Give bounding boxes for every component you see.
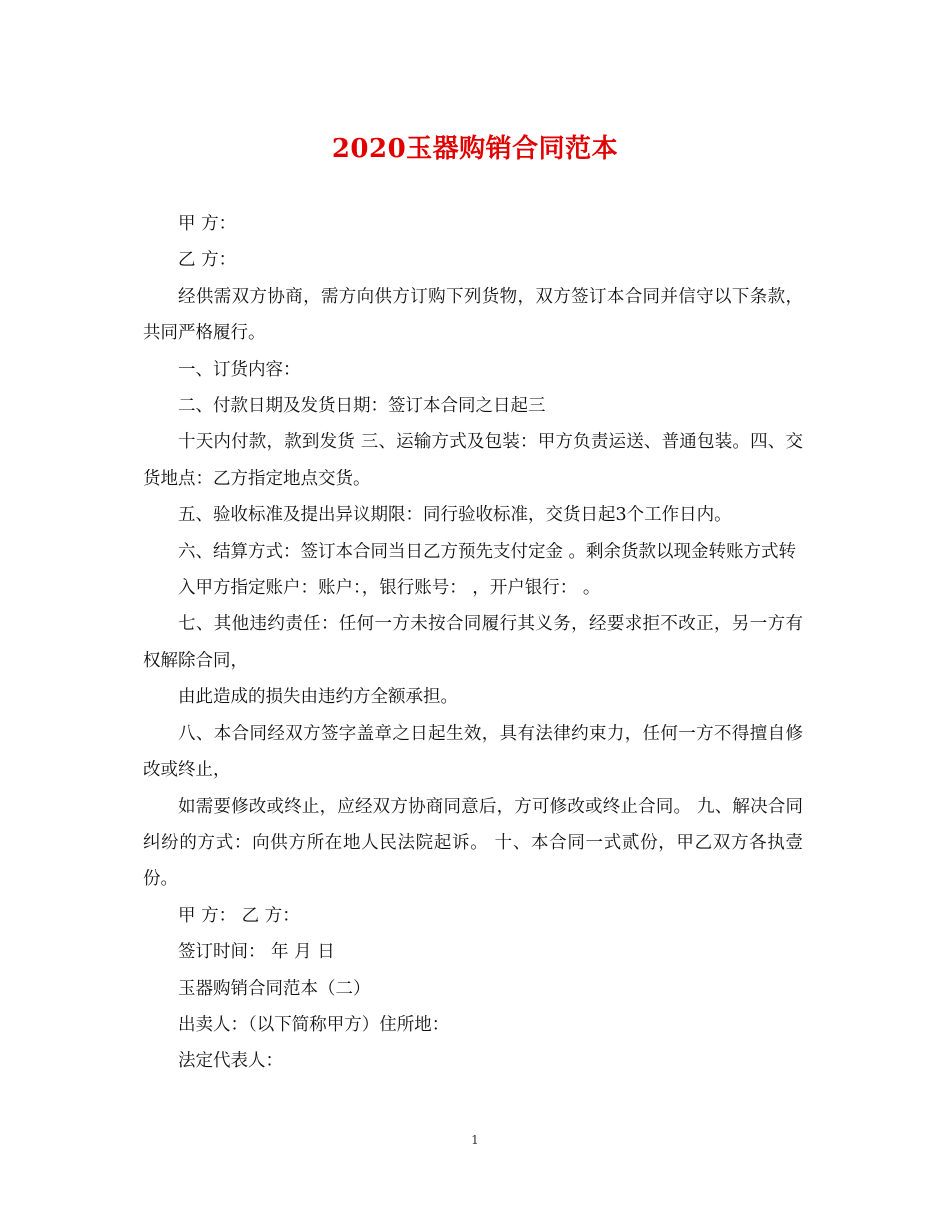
document-title: 2020玉器购销合同范本 bbox=[331, 134, 619, 164]
paragraph-clause-7: 七、其他违约责任：任何一方未按合同履行其义务，经要求拒不改正，另一方有权解除合同， bbox=[143, 614, 803, 671]
paragraph-clause-6-cont: 入甲方指定账户：账户：，银行账号： ，开户银行： 。 bbox=[178, 578, 601, 599]
paragraph-clause-1: 一、订货内容： bbox=[178, 359, 301, 380]
paragraph-seller: 出卖人：（以下简称甲方）住所地： bbox=[178, 1014, 450, 1035]
paragraph-clause-6: 六、结算方式：签订本合同当日乙方预先支付定金 。剩余货款以现金转账方式转 bbox=[178, 541, 797, 562]
paragraph-preamble: 经供需双方协商，需方向供方订购下列货物，双方签订本合同并信守以下条款，共同严格履行。 bbox=[143, 286, 803, 344]
paragraph-second-title: 玉器购销合同范本（二） bbox=[178, 978, 371, 999]
paragraph-clause-2-cont: 十天内付款，款到发货 三、运输方式及包装：甲方负责运送、普通包装。四、交货地点：乙方指定地点交货。 bbox=[143, 432, 803, 489]
page-number: 1 bbox=[471, 1133, 479, 1147]
paragraph-clause-2: 二、付款日期及发货日期：签订本合同之日起三 bbox=[178, 396, 546, 417]
paragraph-signature-parties: 甲 方： 乙 方： bbox=[178, 905, 300, 926]
paragraph-legal-rep: 法定代表人： bbox=[178, 1051, 283, 1072]
paragraph-clause-8-cont: 如需要修改或终止，应经双方协商同意后，方可修改或终止合同。 九、解决合同纠纷的方式：向供方所在地人民法院起诉。 十、本合同一式贰份，甲乙双方各执壹份。 bbox=[143, 796, 803, 890]
paragraph-party-b: 乙 方： bbox=[178, 250, 237, 271]
document-body bbox=[143, 206, 803, 1080]
paragraph-clause-5: 五、验收标准及提出异议期限：同行验收标准，交货日起3个工作日内。 bbox=[178, 505, 732, 526]
paragraph-party-a: 甲 方： bbox=[178, 214, 237, 234]
paragraph-signing-date: 签订时间： 年 月 日 bbox=[178, 942, 335, 963]
paragraph-clause-8: 八、本合同经双方签字盖章之日起生效，具有法律约束力，任何一方不得擅自修改或终止， bbox=[143, 723, 803, 781]
paragraph-clause-7-cont: 由此造成的损失由违约方全额承担。 bbox=[178, 687, 458, 708]
